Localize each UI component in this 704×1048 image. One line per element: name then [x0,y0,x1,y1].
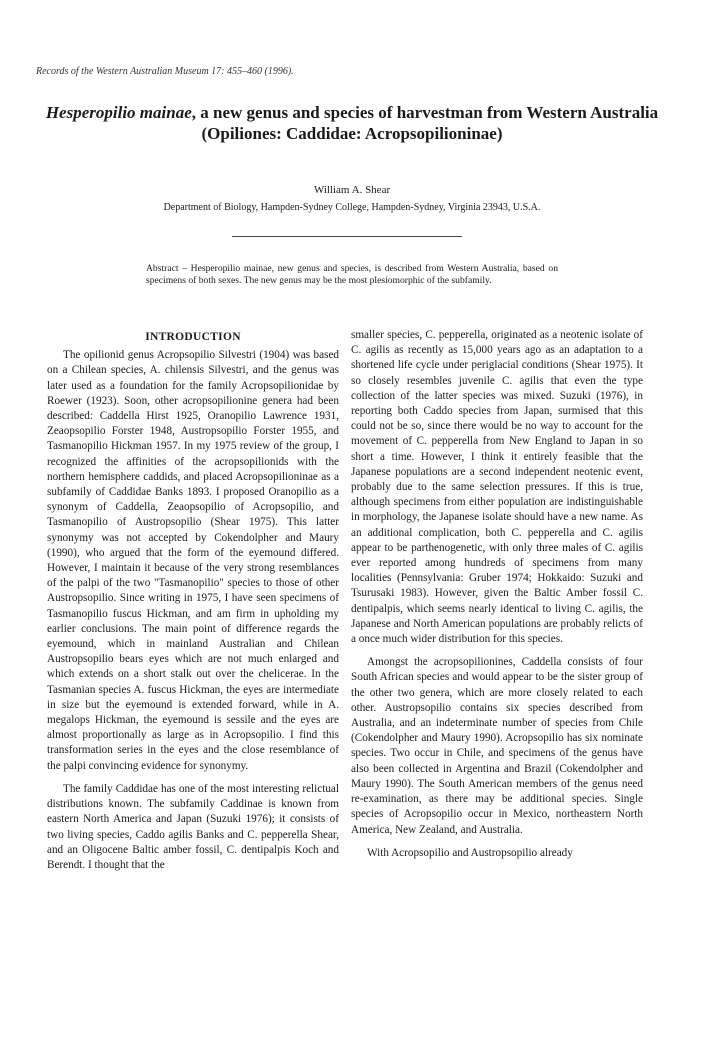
section-heading-introduction: INTRODUCTION [145,331,241,343]
title-remainder: , a new genus and species of harvestman from Western Australia (Opiliones: Caddidae: Acropsopilioninae) [191,103,659,143]
body-paragraph: With Acropsopilio and Austropsopilio already [367,846,573,859]
author-affiliation: Department of Biology, Hampden-Sydney College, Hampden-Sydney, Virginia 23943, U.S.A. [163,202,541,213]
title-taxon-name: Hesperopilio mainae [45,103,192,122]
body-paragraph: smaller species, C. pepperella, originated as a neotenic isolate of C. agilis as recently as 15,000 years ago as an adaptation to a shortened life cycle under periglacial conditions (Shear 1975). It so closely resembles juvenile C. agilis that even the type collection of the latter species was mixed. Suzuki (1976), in reporting both Caddo species from Japan, surmised that this could not be so, since there would be no way to account for the movement of C. pepperella from New England to Japan in so short a time. However, I think it entirely feasible that the Japanese populations are a second independent neotenic event, probably due to the same selection pressures. If this is true, although specimens from either population are indistinguishable in morphology, the Japanese isolate should have a new name. As an additional complication, both C. pepperella and C. agilis appear to be parthenogenetic, with only three males of C. agilis ever reported among hundreds of specimens from many localities (Pennsylvania: Gruber 1974; Hokkaido: Suzuki and Tsurusaki 1983). However, given the Baltic Amber fossil C. dentipalpis, which seems nearly identical to living C. agilis, the Japanese and North American populations are probably relicts of a once much wider distribution for this species. [351,329,643,646]
abstract-text: – Hesperopilio mainae, new genus and species, is described from Western Australia, based on specimens of both sexes. The new genus may be the most plesiomorphic of the subfamily. [146,263,558,286]
article-title [40,102,664,144]
body-paragraph: Amongst the acropsopilionines, Caddella consists of four South African species and would appear to be the sister group of the other two genera, which are more closely related to each other. Austropsopilio contains six species described from Australia, and an indeterminate number of species from Chile (Cokendolpher and Maury 1990). Acropsopilio has six nominate species. Two occur in Chile, and specimens of the genus have also been collected in Argentina and Brazil (Cokendolpher and Maury 1990). The South American members of the genus need re-examination, as there may be additional species. Single species of Acropsopilio occur in Mexico, northeastern North America, New Zealand, and Australia. [351,656,643,836]
abstract [146,263,558,286]
author-name: William A. Shear [313,184,391,196]
left-column [47,330,339,873]
right-column [351,328,643,861]
abstract-label: Abstract [146,263,179,274]
body-paragraph: The opilionid genus Acropsopilio Silvestri (1904) was based on a Chilean species, A. chilensis Silvestri, and the genus was later used as a foundation for the family Acropsopilionidae by Roewer (1923). Soon, other acropsopilionine genera had been described: Caddella Hirst 1925, Oranopilio Lawrence 1931, Zeaopsopilio Forster 1948, Austropsopilio Forster 1955, and Tasmanopilio Hickman 1957. In my 1975 review of the group, I recognized the affinities of the acropsopilionids with the northern hemisphere caddids, and placed Acropsopilioninae as a subfamily of Caddidae Banks 1893. I proposed Oranopilio as a synonym of Caddella, Zeaopsopilio of Acropsopilio, and Tasmanopilio of Austropsopilio (Shear 1975). This latter synonymy was not accepted by Cokendolpher and Maury (1990), who argued that the form of the eyemound differed. However, I maintain it because of the very strong resemblances of the palpi of the two "Tasmanopilio" species to those of other Austropsopilio. Since writing in 1975, I have seen specimens of Tasmanopilio fuscus Hickman, and am firm in upholding my earlier conclusions. The main point of difference regards the eyemound, which in mainland Australian and Chilean Austropsopilio bears eyes which are not much enlarged and which extends on a short stalk out over the chelicerae. In the Tasmanian species A. fuscus Hickman, the eyes are intermediate in size but the eyemound is extended forward, while in A. megalops Hickman, the eyemound is sessile and the eyes are almost proportionally as large as in Acropsopilio. I find this transformation series in the eyes and the close resemblance of the palpi convincing evidence for synonymy. [47,349,339,772]
body-paragraph: The family Caddidae has one of the most interesting relictual distributions known. The subfamily Caddinae is known from eastern North America and Japan (Suzuki 1976); it consists of two living species, Caddo agilis Banks and C. pepperella Shear, and an Oligocene Baltic amber fossil, C. dentipalpis Koch and Berendt. I thought that the [47,782,339,871]
journal-citation: Records of the Western Australian Museum 17: 455–460 (1996). [36,66,294,77]
section-divider [232,236,462,237]
